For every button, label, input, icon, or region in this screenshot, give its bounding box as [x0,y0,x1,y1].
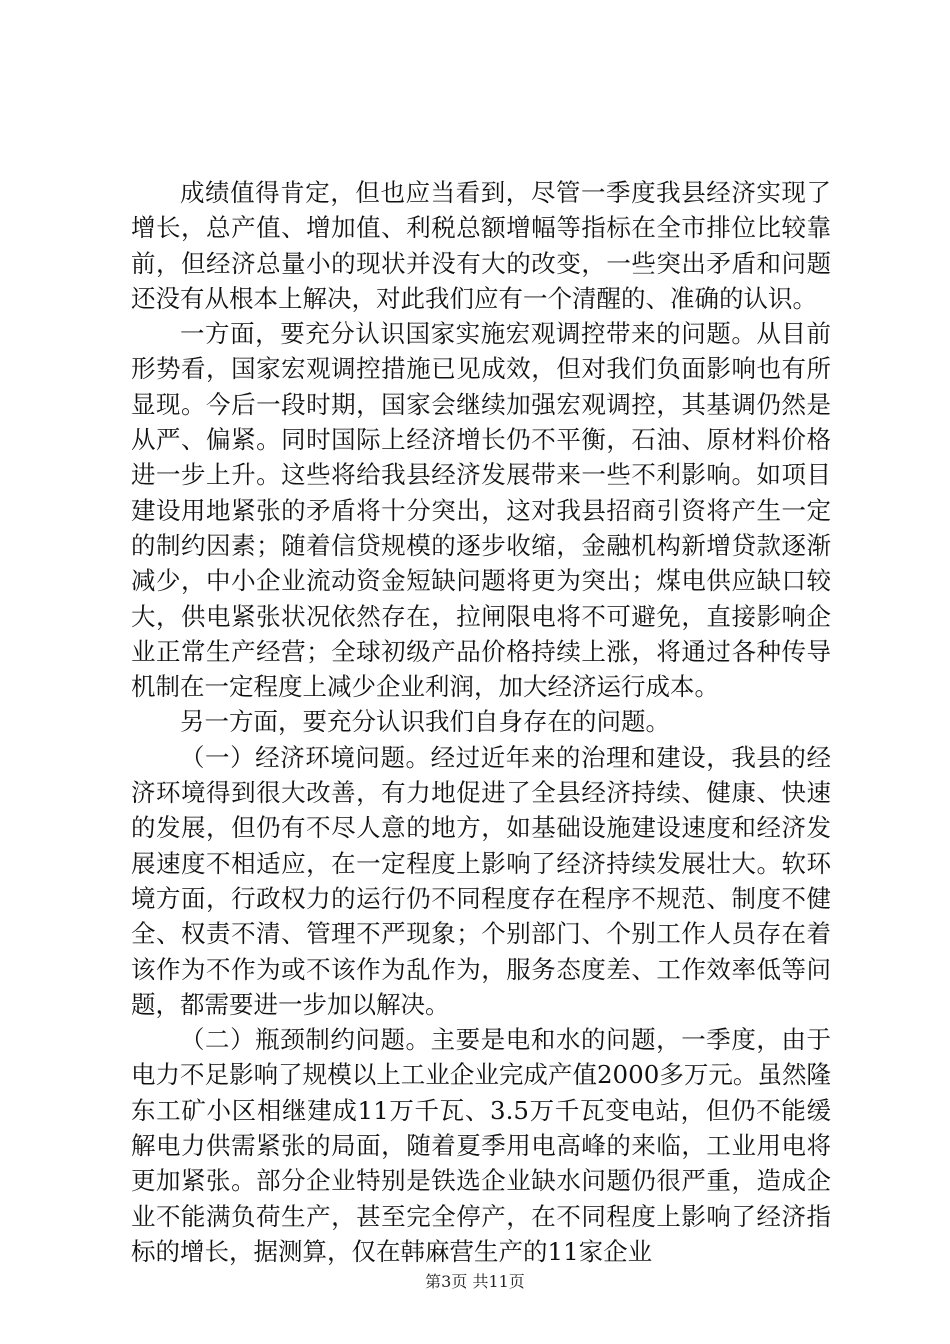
page-footer: 第3页 共11页 [425,1272,525,1291]
paragraph-1: 成绩值得肯定，但也应当看到，尽管一季度我县经济实现了增长，总产值、增加值、利税总额增幅等指标在全市排位比较靠前，但经济总量小的现状并没有大的改变，一些突出矛盾和问题还没有从根本上解决，对此我们应有一个清醒的、准确的认识。 [131,178,831,313]
paragraph-2: 一方面，要充分认识国家实施宏观调控带来的问题。从目前形势看，国家宏观调控措施已见成效，但对我们负面影响也有所显现。今后一段时期，国家会继续加强宏观调控，其基调仍然是从严、偏紧。同时国际上经济增长仍不平衡，石油、原材料价格进一步上升。这些将给我县经济发展带来一些不利影响。如项目建设用地紧张的矛盾将十分突出，这对我县招商引资将产生一定的制约因素；随着信贷规模的逐步收缩，金融机构新增贷款逐渐减少，中小企业流动资金短缺问题将更为突出；煤电供应缺口较大，供电紧张状况依然存在，拉闸限电将不可避免，直接影响企业正常生产经营；全球初级产品价格持续上涨，将通过各种传导机制在一定程度上减少企业利润，加大经济运行成本。 [131,319,831,702]
paragraph-5: （二）瓶颈制约问题。主要是电和水的问题，一季度，由于电力不足影响了规模以上工业企业完成产值2000多万元。虽然隆东工矿小区相继建成11万千瓦、3.5万千瓦变电站，但仍不能缓解电力供需紧张的局面，随着夏季用电高峰的来临，工业用电将更加紧张。部分企业特别是铁选企业缺水问题仍很严重，造成企业不能满负荷生产，甚至完全停产，在不同程度上影响了经济指标的增长，据测算，仅在韩麻营生产的11家企业 [131,1025,831,1266]
paragraph-3: 另一方面，要充分认识我们自身存在的问题。 [180,707,670,737]
paragraph-4: （一）经济环境问题。经过近年来的治理和建设，我县的经济环境得到很大改善，有力地促进了全县经济持续、健康、快速的发展，但仍有不尽人意的地方，如基础设施建设速度和经济发展速度不相适应，在一定程度上影响了经济持续发展壮大。软环境方面，行政权力的运行仍不同程度存在程序不规范、制度不健全、权责不清、管理不严现象；个别部门、个别工作人员存在着该作为不作为或不该作为乱作为，服务态度差、工作效率低等问题，都需要进一步加以解决。 [131,742,831,1019]
document-body [131,175,831,1269]
